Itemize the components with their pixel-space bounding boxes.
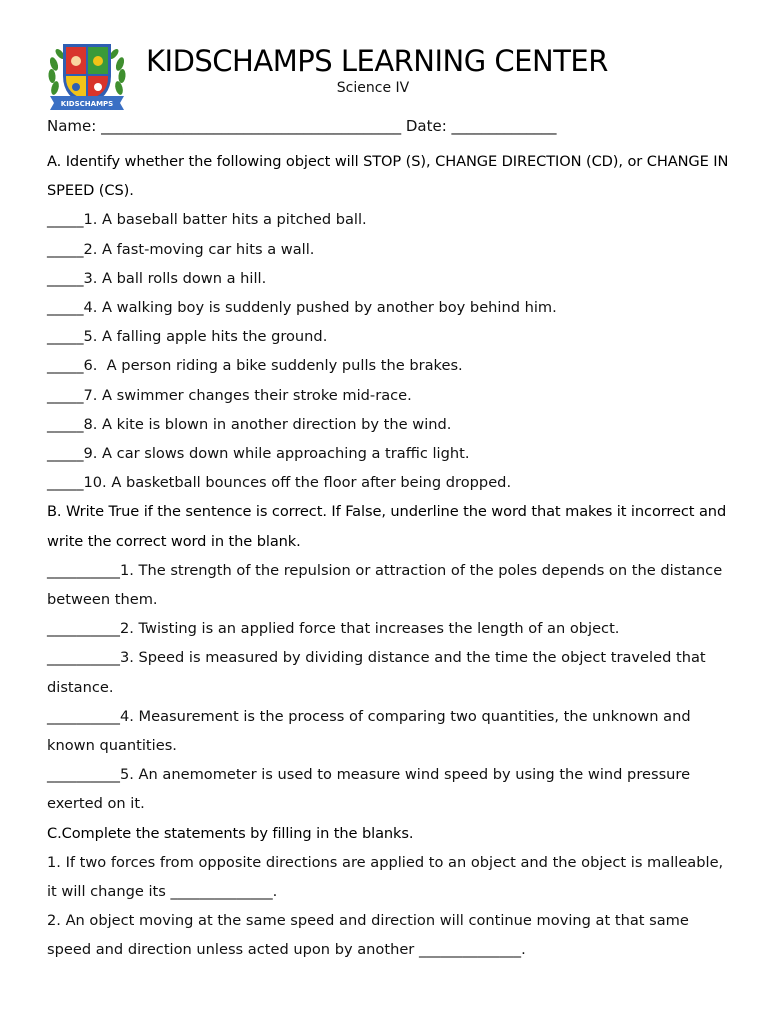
svg-text:KIDSCHAMPS: KIDSCHAMPS: [60, 100, 114, 108]
school-logo: [46, 36, 128, 116]
section-a-list: [47, 205, 737, 497]
list-item: _____5. A falling apple hits the ground.: [47, 328, 328, 346]
list-item: _____8. A kite is blown in another direction by the wind.: [47, 415, 452, 433]
logo-banner: [50, 96, 124, 110]
worksheet-content: [47, 147, 737, 965]
list-item: 2. An object moving at the same speed and direction will continue moving at that same speed and direction unless acted upon by another ______________.: [47, 912, 689, 959]
list-item: _____4. A walking boy is suddenly pushed by another boy behind him.: [47, 299, 557, 317]
section-c-list: [47, 848, 737, 965]
list-item: 1. If two forces from opposite directions are applied to an object and the object is malleable, it will change its ______________.: [47, 853, 724, 901]
section-c-heading: C.Complete the statements by filling in the blanks.: [47, 824, 414, 842]
school-name: KIDSCHAMPS LEARNING CENTER: [146, 44, 608, 78]
list-item: _____1. A baseball batter hits a pitched ball.: [47, 211, 367, 229]
list-item: _____6. A person riding a bike suddenly pulls the brakes.: [47, 357, 463, 375]
list-item: __________2. Twisting is an applied force that increases the length of an object.: [47, 620, 620, 638]
list-item: _____7. A swimmer changes their stroke mid-race.: [47, 386, 412, 404]
section-b-heading: B. Write True if the sentence is correct. If False, underline the word that makes it incorrect and write the correct word in the blank.: [47, 503, 727, 550]
list-item: _____9. A car slows down while approaching a traffic light.: [47, 445, 470, 463]
list-item: __________4. Measurement is the process of comparing two quantities, the unknown and known quantities.: [47, 707, 691, 755]
list-item: _____2. A fast-moving car hits a wall.: [47, 240, 315, 258]
list-item: __________1. The strength of the repulsion or attraction of the poles depends on the distance between them.: [47, 561, 723, 609]
list-item: _____10. A basketball bounces off the floor after being dropped.: [47, 474, 512, 492]
section-b-list: [47, 556, 737, 819]
list-item: _____3. A ball rolls down a hill.: [47, 269, 267, 287]
list-item: __________5. An anemometer is used to measure wind speed by using the wind pressure exerted on it.: [47, 766, 691, 813]
section-a-heading: A. Identify whether the following object will STOP (S), CHANGE DIRECTION (CD), or CHANGE IN SPEED (CS).: [47, 153, 729, 200]
subject-title: Science IV: [336, 80, 410, 96]
name-date-line: Name: ________________________________________ Date: ______________: [47, 117, 557, 135]
list-item: __________3. Speed is measured by dividing distance and the time the object traveled that distance.: [47, 649, 706, 696]
